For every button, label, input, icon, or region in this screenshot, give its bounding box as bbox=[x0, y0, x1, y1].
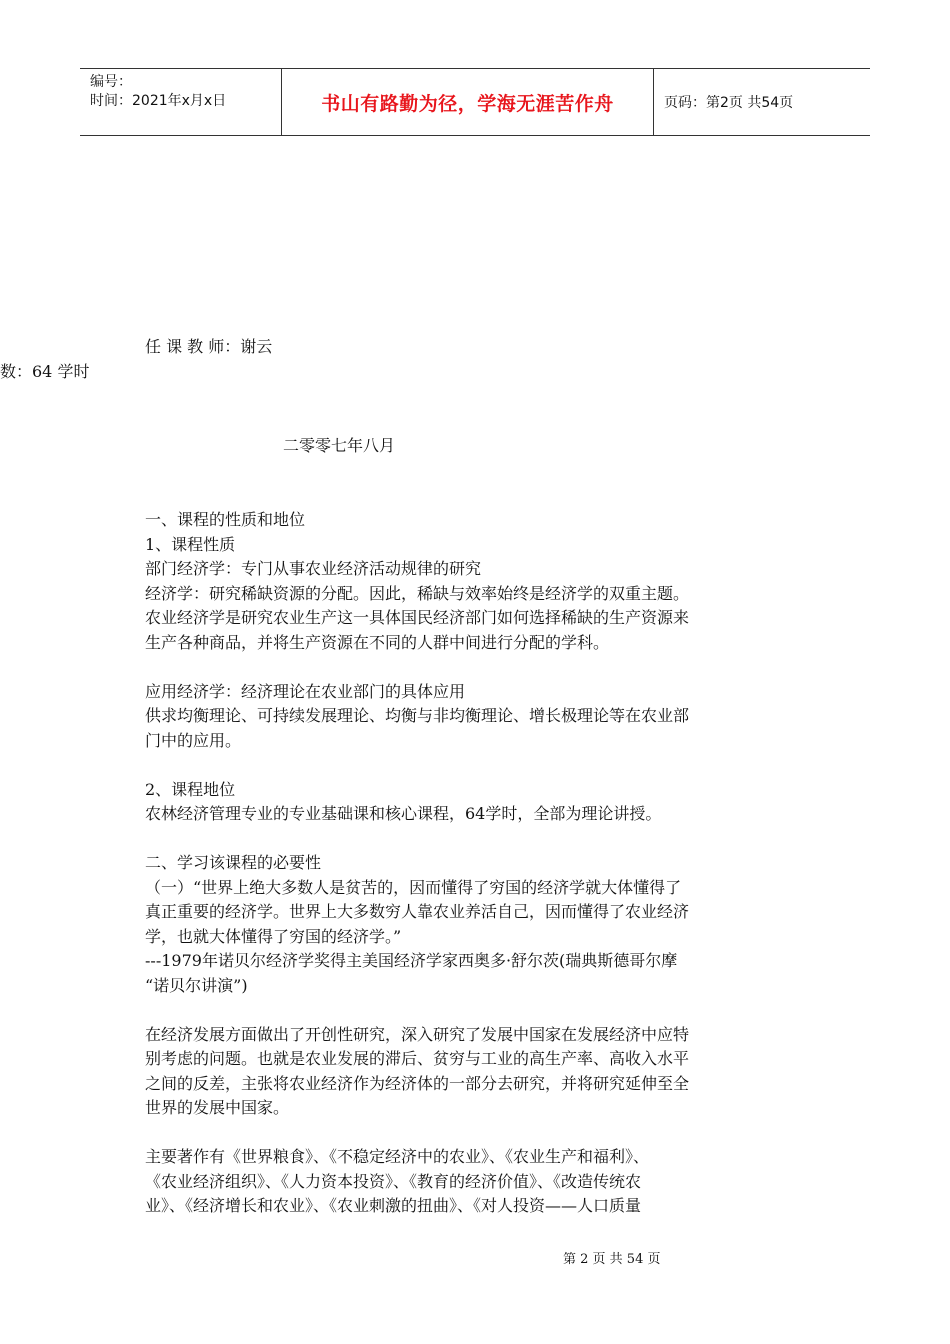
body-line: 应用经济学：经济理论在农业部门的具体应用 bbox=[145, 681, 466, 701]
body-line: 真正重要的经济学。世界上大多数穷人靠农业养活自己，因而懂得了农业经济 bbox=[145, 902, 690, 921]
body-line: （一）“世界上绝大多数人是贫苦的，因而懂得了穷国的经济学就大体懂得了 bbox=[145, 877, 682, 897]
header-page-info: 页码：第2页 共54页 bbox=[664, 95, 794, 111]
body-line: 二、学习该课程的必要性 bbox=[145, 853, 322, 872]
date-label: 时间：2021年x月x日 bbox=[90, 93, 227, 109]
body-line: 门中的应用。 bbox=[145, 730, 242, 750]
serial-number-label: 编号： bbox=[90, 74, 132, 90]
header-left-cell bbox=[80, 69, 282, 135]
body-line: 别考虑的问题。也就是农业发展的滞后、贫穷与工业的高生产率、高收入水平 bbox=[145, 1049, 690, 1068]
body-line: 《农业经济组织》、《人力资本投资》、《教育的经济价值》、《改造传统农 bbox=[145, 1171, 642, 1191]
body-line: 农业经济学是研究农业生产这一具体国民经济部门如何选择稀缺的生产资源来 bbox=[145, 608, 690, 627]
page-header bbox=[80, 68, 870, 136]
hours-line: 数：64 学时 bbox=[0, 362, 90, 381]
body-line: 部门经济学：专门从事农业经济活动规律的研究 bbox=[145, 559, 482, 578]
body-line: 之间的反差，主张将农业经济作为经济体的一部分去研究，并将研究延伸至全 bbox=[145, 1073, 690, 1093]
body-line: 生产各种商品，并将生产资源在不同的人群中间进行分配的学科。 bbox=[145, 632, 610, 652]
motto: 书山有路勤为径，学海无涯苦作舟 bbox=[282, 69, 654, 135]
body-line: “诺贝尔讲演”) bbox=[145, 975, 248, 995]
body-line bbox=[145, 998, 810, 1023]
body-line: 2、课程地位 bbox=[145, 779, 236, 799]
body-line: 一、课程的性质和地位 bbox=[145, 510, 306, 529]
page-footer: 第 2 页 共 54 页 bbox=[563, 1252, 661, 1267]
body-line: 农林经济管理专业的专业基础课和核心课程，64学时，全部为理论讲授。 bbox=[145, 804, 662, 823]
body-line bbox=[145, 753, 810, 778]
body-line: 在经济发展方面做出了开创性研究，深入研究了发展中国家在发展经济中应特 bbox=[145, 1024, 690, 1044]
body-line: 学，也就大体懂得了穷国的经济学。” bbox=[145, 926, 402, 946]
body-line: 经济学：研究稀缺资源的分配。因此，稀缺与效率始终是经济学的双重主题。 bbox=[145, 583, 690, 603]
body-line: ---1979年诺贝尔经济学奖得主美国经济学家西奥多·舒尔茨(瑞典斯德哥尔摩 bbox=[145, 951, 678, 970]
body-line bbox=[145, 827, 810, 852]
cover-date: 二零零七年八月 bbox=[283, 436, 396, 455]
body-line: 业》、《经济增长和农业》、《农业刺激的扭曲》、《对人投资——人口质量 bbox=[145, 1196, 642, 1215]
body-line: 供求均衡理论、可持续发展理论、均衡与非均衡理论、增长极理论等在农业部 bbox=[145, 706, 690, 725]
body-text bbox=[145, 508, 810, 1219]
body-line bbox=[145, 1121, 810, 1146]
body-line bbox=[145, 655, 810, 680]
body-line: 世界的发展中国家。 bbox=[145, 1098, 290, 1117]
body-line: 主要著作有《世界粮食》、《不稳定经济中的农业》、《农业生产和福利》、 bbox=[145, 1147, 650, 1166]
teacher-line: 任 课 教 师：谢云 bbox=[145, 337, 273, 356]
body-line: 1、课程性质 bbox=[145, 534, 236, 554]
